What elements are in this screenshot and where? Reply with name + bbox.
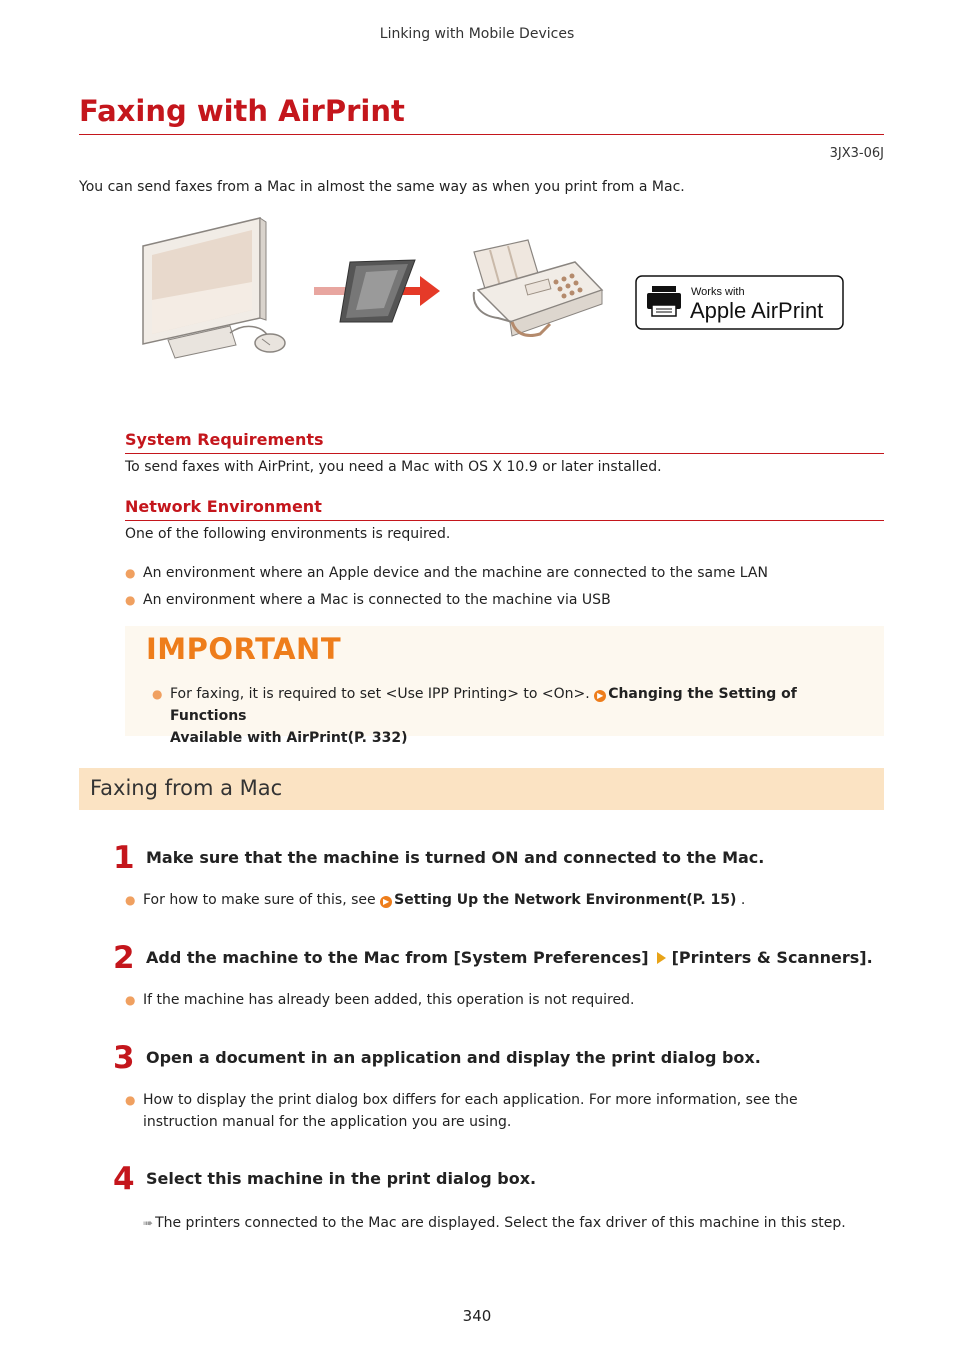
computer-monitor-icon [143,218,268,358]
bullet-dot: ● [125,893,136,907]
link-network-environment[interactable]: Setting Up the Network Environment(P. 15) [394,892,737,908]
step-note: ● How to display the print dialog box differs for each application. For more information, see the instruction manual for the application you are using. [125,1089,865,1133]
step-title: Open a document in an application and display the print dialog box. [146,1048,761,1067]
step-number: 4 [113,1161,135,1197]
running-head: Linking with Mobile Devices [379,26,575,42]
step-title: Select this machine in the print dialog box. [146,1169,537,1188]
arrow-right-icon [657,952,666,964]
badge-small-text: Works with [691,286,745,298]
page-number: 340 [462,1307,492,1325]
mouse-icon [255,334,285,352]
section-title: Faxing from a Mac [90,776,283,800]
step-title: Add the machine to the Mac from [System Preferences] [Printers & Scanners]. [146,948,873,967]
network-environment-heading: Network Environment [125,497,322,516]
result-arrow-icon: ➠ [143,1216,154,1230]
link-arrow-icon: ▶ [380,896,392,908]
link-changing-airprint-settings[interactable]: Changing the Setting of Functions Available with AirPrint(P. 332) [170,686,797,746]
network-environment-text: One of the following environments is required. [125,526,451,542]
bullet-dot: ● [125,993,136,1007]
illustration [0,0,954,400]
system-requirements-rule [125,453,884,454]
link-arrow-icon: ▶ [594,690,606,702]
doc-code: 3JX3-06J [829,146,884,161]
step-number: 1 [113,840,135,876]
important-heading: IMPORTANT [146,632,342,666]
list-item: ● An environment where an Apple device and the machine are connected to the same LAN [125,562,865,584]
bullet-dot: ● [125,566,136,580]
document-icon [340,260,415,322]
intro-text: You can send faxes from a Mac in almost the same way as when you print from a Mac. [79,179,685,195]
important-note: ● For faxing, it is required to set <Use IPP Printing> to <On>. ▶ Changing the Setting of Functions Available with AirPrint(P. 332) [152,683,852,749]
bullet-dot: ● [152,687,163,701]
badge-large-text: Apple AirPrint [690,298,824,323]
printer-icon [647,286,681,316]
list-item: ● An environment where a Mac is connected to the machine via USB [125,589,865,611]
page-title: Faxing with AirPrint [79,94,405,128]
airprint-badge [636,276,843,329]
step-note: ● For how to make sure of this, see ▶ Setting Up the Network Environment(P. 15) . [125,889,865,911]
step-number: 3 [113,1040,135,1076]
step-result: ➠ The printers connected to the Mac are displayed. Select the fax driver of this machine in this step. [143,1215,846,1231]
system-requirements-heading: System Requirements [125,430,324,449]
step-number: 2 [113,940,135,976]
step-title: Make sure that the machine is turned ON and connected to the Mac. [146,848,765,867]
system-requirements-text: To send faxes with AirPrint, you need a Mac with OS X 10.9 or later installed. [125,459,662,475]
bullet-dot: ● [125,1093,136,1107]
step-note: ● If the machine has already been added, this operation is not required. [125,989,865,1011]
bullet-dot: ● [125,593,136,607]
fax-machine-icon [474,240,602,336]
network-environment-rule [125,520,884,521]
